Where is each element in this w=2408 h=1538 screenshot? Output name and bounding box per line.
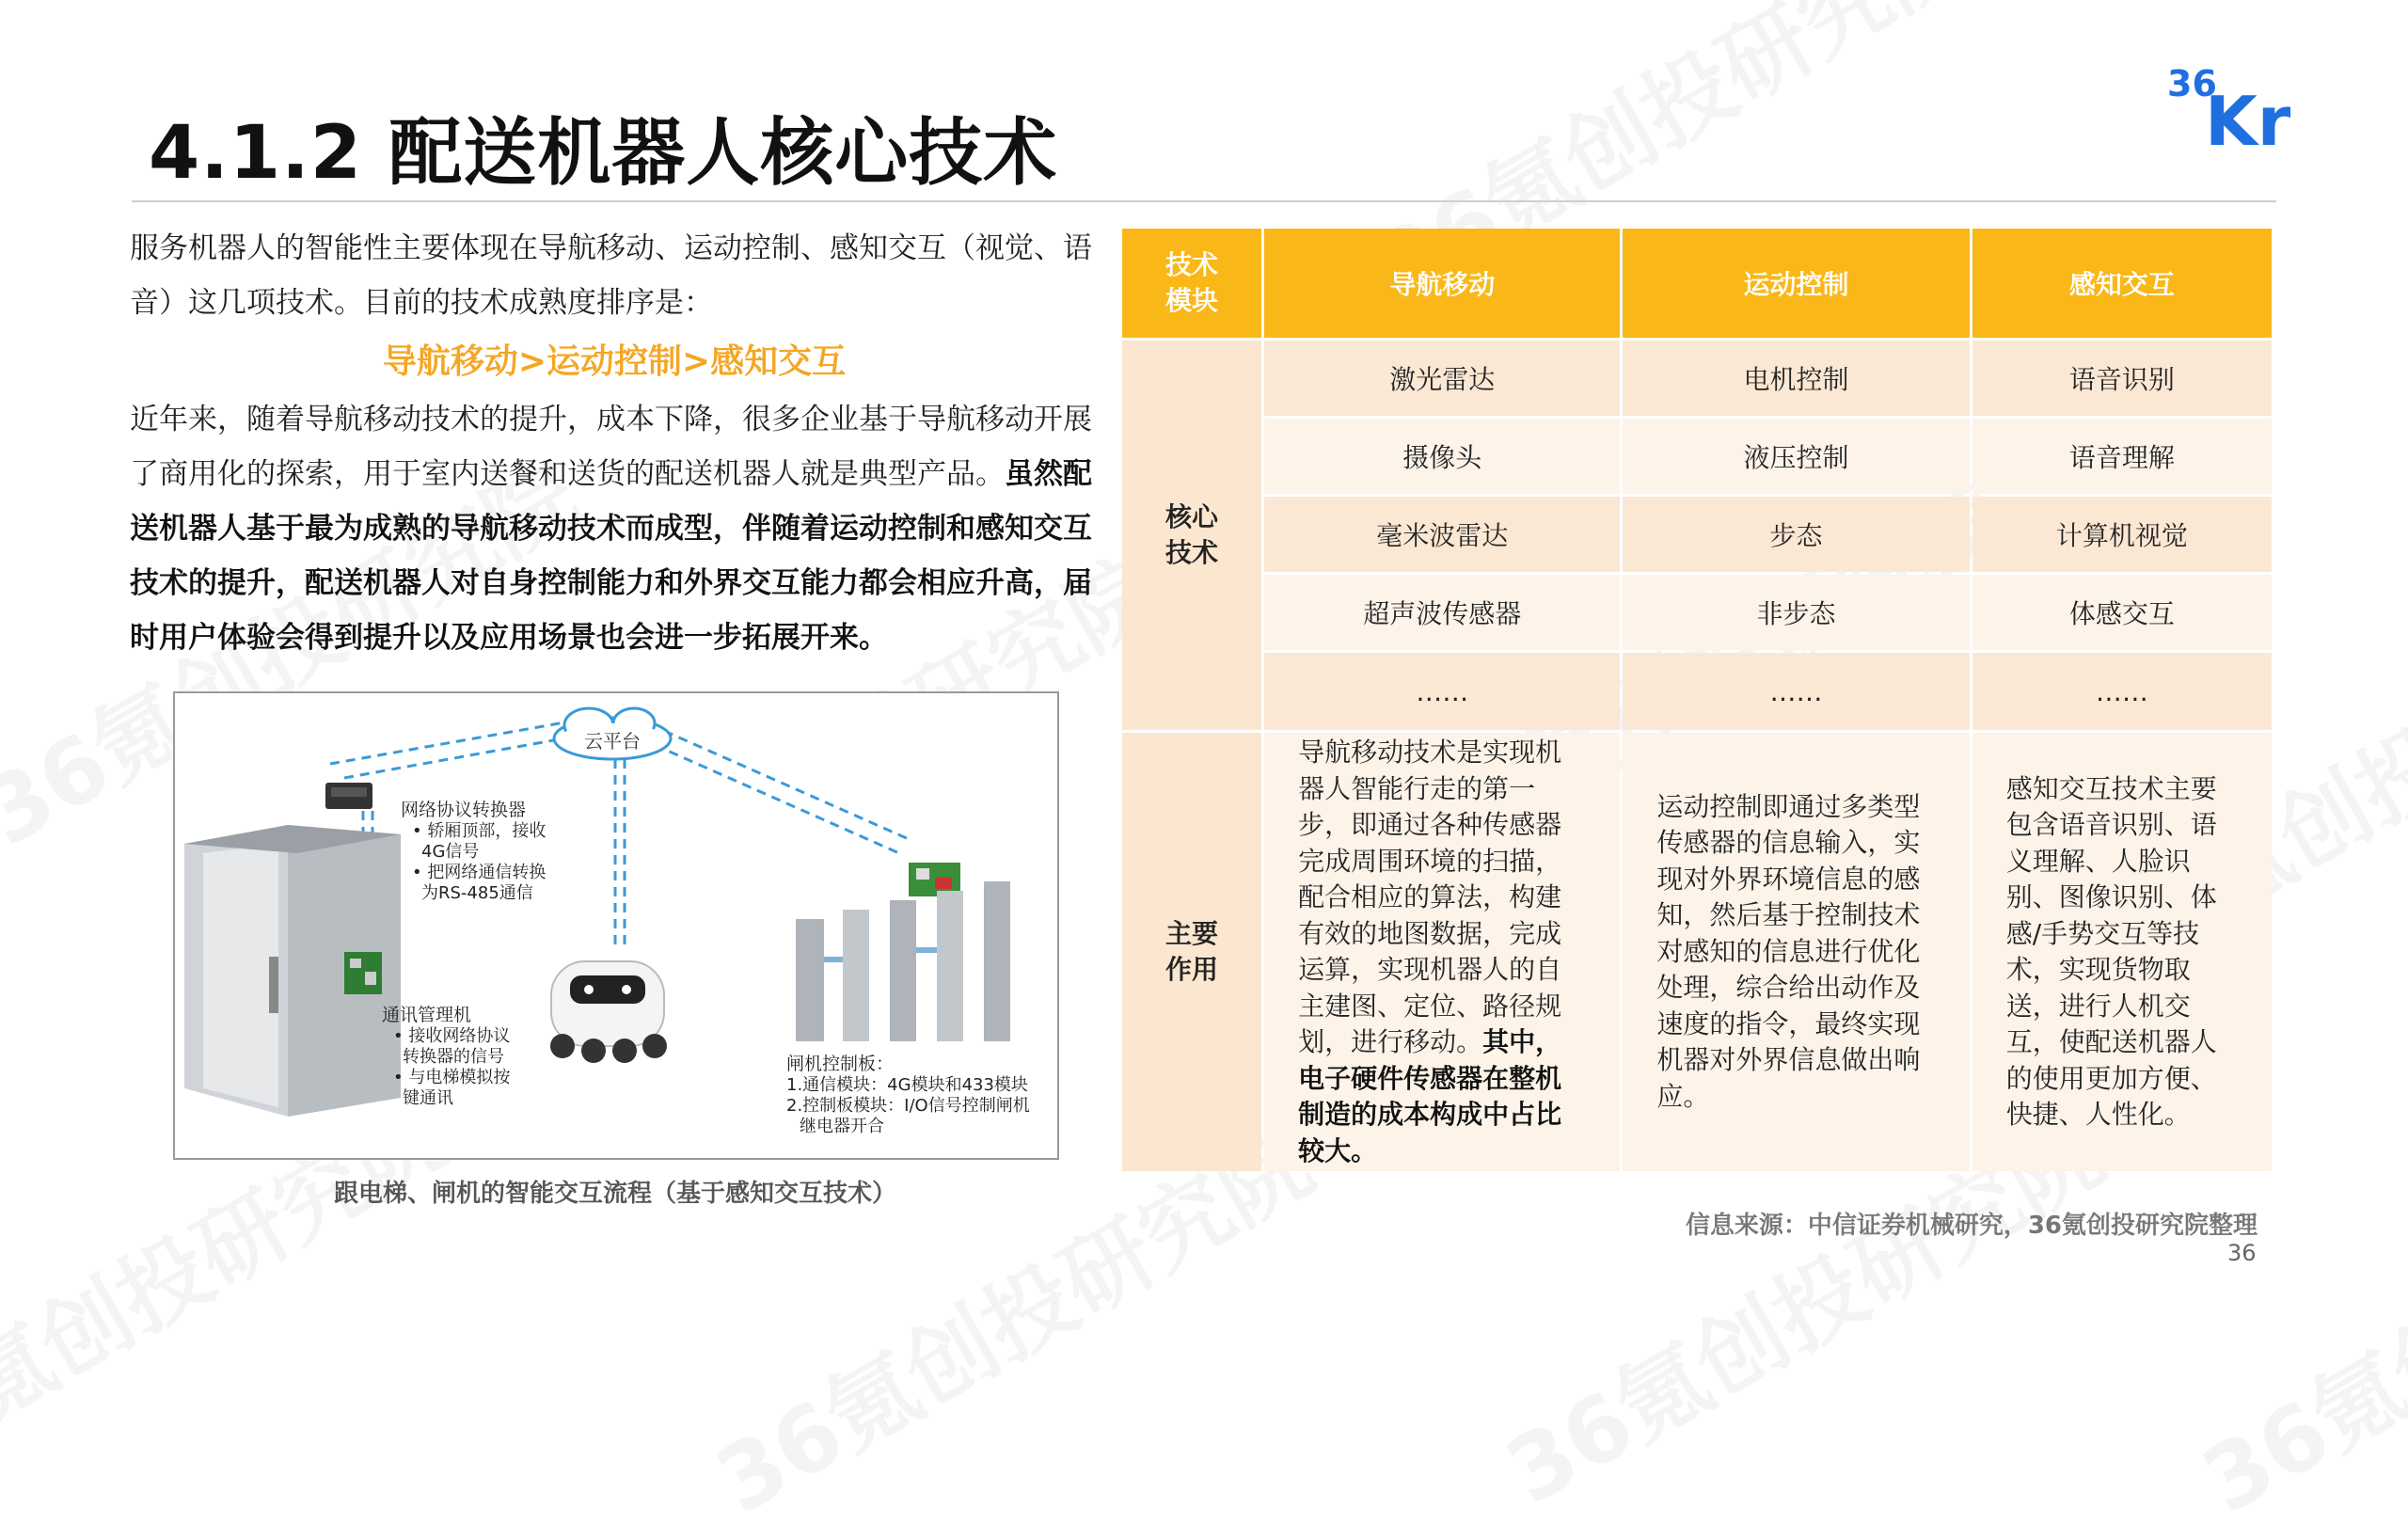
table-row — [1122, 653, 2272, 730]
converter-line: 4G信号 — [421, 842, 480, 862]
role-perception: 感知交互技术主要包含语音识别、语义理解、人脸识别、图像识别、体感/手势交互等技术，实现货物取送，进行人机交互，使配送机器人的使用更加方便、快捷、人性化。 — [1972, 733, 2272, 1171]
table-row — [1122, 419, 2272, 494]
table-cell: 毫米波雷达 — [1264, 497, 1620, 572]
core-tech-label: 核心技术 — [1122, 341, 1261, 730]
table-cell: 超声波传感器 — [1264, 575, 1620, 650]
logo-text-top: 36 — [2167, 63, 2217, 104]
page-title: 4.1.2 配送机器人核心技术 — [149, 111, 1058, 196]
delivery-robot-icon — [550, 961, 667, 1063]
source-note: 信息来源：中信证券机械研究，36氪创投研究院整理 — [1685, 1212, 2258, 1240]
table-cell: 体感交互 — [1972, 575, 2272, 650]
table-cell: 语音识别 — [1972, 341, 2272, 416]
table-cell: 语音理解 — [1972, 419, 2272, 494]
converter-line: 为RS-485通信 — [421, 883, 533, 903]
table-cell: 液压控制 — [1623, 419, 1969, 494]
gate-line: 1.通信模块：4G模块和433模块 — [786, 1075, 1028, 1095]
protocol-converter-icon — [325, 783, 372, 809]
table-cell: 摄像头 — [1264, 419, 1620, 494]
table-row — [1122, 341, 2272, 416]
manager-line: 转换器的信号 — [403, 1047, 504, 1067]
page-number: 36 — [2227, 1240, 2257, 1266]
role-navigation — [1264, 733, 1620, 1171]
manager-line: • 接收网络协议 — [393, 1026, 511, 1046]
table-cell: 计算机视觉 — [1972, 497, 2272, 572]
intro-paragraph-2-bold: 虽然配送机器人基于最为成熟的导航移动技术而成型，伴随着运动控制和感知交互技术的提升，配送机器人对自身控制能力和外界交互能力都会相应升高，届时用户体验会得到提升以及应用场景也会进一步拓展开来。 — [130, 457, 1092, 655]
role-navigation-bold: 其中，电子硬件传感器在整机制造的成本构成中占比较大。 — [1298, 1026, 1562, 1166]
table-cell: …… — [1972, 653, 2272, 730]
header-perception: 感知交互 — [1972, 229, 2272, 338]
manager-title: 通讯管理机 — [382, 1005, 472, 1025]
intro-paragraph-1: 服务机器人的智能性主要体现在导航移动、运动控制、感知交互（视觉、语音）这几项技术。目前的技术成熟度排序是： — [130, 231, 1092, 320]
header-navigation: 导航移动 — [1264, 229, 1620, 338]
title-divider — [132, 200, 2276, 202]
converter-line: • 轿厢顶部，接收 — [412, 821, 547, 841]
manager-line: 键通讯 — [403, 1088, 453, 1108]
intro-paragraph-2 — [130, 392, 1099, 665]
cloud-label: 云平台 — [584, 730, 641, 753]
converter-line: • 把网络通信转换 — [412, 863, 547, 882]
role-label: 主要作用 — [1122, 733, 1261, 1171]
table-row — [1122, 497, 2272, 572]
table-cell: …… — [1264, 653, 1620, 730]
intro-text — [130, 221, 1099, 665]
role-navigation-text: 导航移动技术是实现机器人智能行走的第一步，即通过各种传感器完成周围环境的扫描，配合相应的算法，构建有效的地图数据，完成运算，实现机器人的自主建图、定位、路径规划，进行移动。 — [1298, 737, 1562, 1057]
table-cell: 激光雷达 — [1264, 341, 1620, 416]
table-cell: 电机控制 — [1623, 341, 1969, 416]
intro-paragraph-2-normal: 近年来，随着导航移动技术的提升，成本下降，很多企业基于导航移动开展了商用化的探索，用于室内送餐和送货的配送机器人就是典型产品。 — [130, 403, 1092, 491]
manager-line: • 与电梯模拟按 — [393, 1068, 511, 1087]
table-row-roles — [1122, 733, 2272, 1171]
table-cell: 步态 — [1623, 497, 1969, 572]
comm-manager-icon — [344, 952, 382, 994]
interaction-diagram — [173, 691, 1059, 1160]
converter-title: 网络协议转换器 — [401, 800, 527, 820]
gate-line: 2.控制板模块：I/O信号控制闸机 — [786, 1096, 1030, 1116]
table-header-row — [1122, 229, 2272, 338]
header-motion-control: 运动控制 — [1623, 229, 1969, 338]
gate-line: 继电器开合 — [800, 1117, 884, 1136]
role-motion-control: 运动控制即通过多类型传感器的信息输入，实现对外界环境信息的感知，然后基于控制技术对感知的信息进行优化处理，综合给出动作及速度的指令，最终实现机器对外界信息做出响应。 — [1623, 733, 1969, 1171]
table-cell: …… — [1623, 653, 1969, 730]
table-row — [1122, 575, 2272, 650]
cloud-icon — [554, 708, 671, 759]
maturity-ranking: 导航移动>运动控制>感知交互 — [382, 342, 847, 381]
figure-caption: 跟电梯、闸机的智能交互流程（基于感知交互技术） — [333, 1180, 896, 1208]
core-tech-table — [1119, 226, 2274, 1174]
36kr-logo — [2163, 58, 2314, 152]
turnstile-icon — [796, 881, 1010, 1041]
header-category: 技术模块 — [1122, 229, 1261, 338]
gate-title: 闸机控制板： — [786, 1054, 895, 1074]
interaction-diagram-svg — [175, 693, 1057, 1158]
logo-text-main: Kr — [2205, 82, 2291, 152]
table-cell: 非步态 — [1623, 575, 1969, 650]
